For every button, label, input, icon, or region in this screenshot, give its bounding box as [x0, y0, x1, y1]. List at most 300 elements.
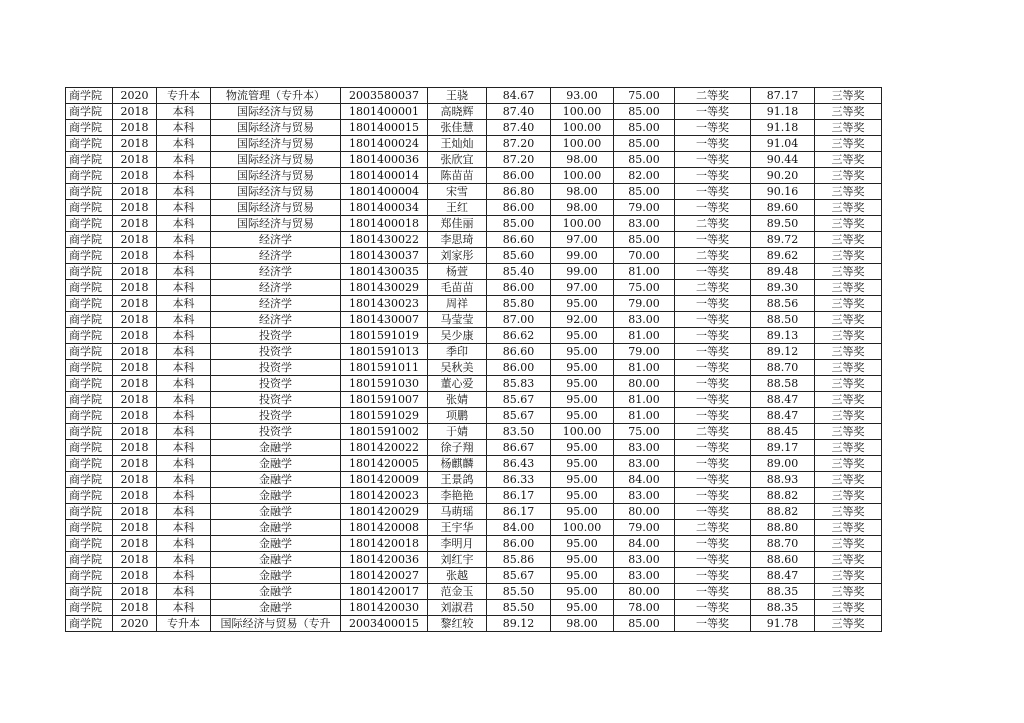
- college-cell: 商学院: [66, 600, 113, 616]
- score-3-cell: 79.00: [614, 520, 675, 536]
- total-score-cell: 88.45: [751, 424, 815, 440]
- major-cell: 经济学: [211, 232, 341, 248]
- year-cell: 2018: [113, 264, 157, 280]
- score-1-cell: 85.60: [487, 248, 551, 264]
- scholarship-cell: 三等奖: [815, 408, 882, 424]
- year-cell: 2018: [113, 440, 157, 456]
- scholarship-cell: 三等奖: [815, 376, 882, 392]
- level-cell: 本科: [157, 328, 211, 344]
- scholarship-cell: 三等奖: [815, 296, 882, 312]
- level-cell: 本科: [157, 504, 211, 520]
- score-1-cell: 85.50: [487, 600, 551, 616]
- award-level-cell: 一等奖: [675, 504, 751, 520]
- score-1-cell: 86.17: [487, 504, 551, 520]
- score-3-cell: 78.00: [614, 600, 675, 616]
- total-score-cell: 89.00: [751, 456, 815, 472]
- level-cell: 本科: [157, 568, 211, 584]
- award-level-cell: 一等奖: [675, 536, 751, 552]
- table-row: [66, 488, 882, 504]
- score-2-cell: 95.00: [551, 408, 614, 424]
- college-cell: 商学院: [66, 456, 113, 472]
- award-level-cell: 一等奖: [675, 360, 751, 376]
- table-row: [66, 328, 882, 344]
- total-score-cell: 89.30: [751, 280, 815, 296]
- score-1-cell: 85.00: [487, 216, 551, 232]
- score-1-cell: 84.00: [487, 520, 551, 536]
- college-cell: 商学院: [66, 168, 113, 184]
- total-score-cell: 91.78: [751, 616, 815, 632]
- year-cell: 2018: [113, 392, 157, 408]
- table-row: [66, 392, 882, 408]
- college-cell: 商学院: [66, 584, 113, 600]
- major-cell: 金融学: [211, 536, 341, 552]
- major-cell: 国际经济与贸易: [211, 152, 341, 168]
- award-level-cell: 一等奖: [675, 232, 751, 248]
- major-cell: 金融学: [211, 440, 341, 456]
- scholarship-cell: 三等奖: [815, 424, 882, 440]
- year-cell: 2018: [113, 536, 157, 552]
- award-level-cell: 一等奖: [675, 104, 751, 120]
- year-cell: 2018: [113, 248, 157, 264]
- table-row: [66, 312, 882, 328]
- year-cell: 2018: [113, 552, 157, 568]
- scholarship-cell: 三等奖: [815, 264, 882, 280]
- table-row: [66, 296, 882, 312]
- score-3-cell: 83.00: [614, 568, 675, 584]
- major-cell: 国际经济与贸易（专升: [211, 616, 341, 632]
- total-score-cell: 88.70: [751, 536, 815, 552]
- table-row: [66, 232, 882, 248]
- total-score-cell: 89.72: [751, 232, 815, 248]
- table-row: [66, 344, 882, 360]
- table-row: [66, 584, 882, 600]
- college-cell: 商学院: [66, 88, 113, 104]
- year-cell: 2018: [113, 488, 157, 504]
- award-level-cell: 一等奖: [675, 344, 751, 360]
- scholarship-cell: 三等奖: [815, 104, 882, 120]
- score-2-cell: 100.00: [551, 104, 614, 120]
- score-2-cell: 95.00: [551, 504, 614, 520]
- score-3-cell: 81.00: [614, 328, 675, 344]
- award-level-cell: 一等奖: [675, 552, 751, 568]
- student-id-cell: 1801591029: [341, 408, 428, 424]
- college-cell: 商学院: [66, 392, 113, 408]
- year-cell: 2018: [113, 232, 157, 248]
- year-cell: 2018: [113, 296, 157, 312]
- score-2-cell: 95.00: [551, 488, 614, 504]
- award-level-cell: 一等奖: [675, 184, 751, 200]
- scholarship-cell: 三等奖: [815, 600, 882, 616]
- total-score-cell: 88.80: [751, 520, 815, 536]
- major-cell: 金融学: [211, 568, 341, 584]
- score-2-cell: 95.00: [551, 360, 614, 376]
- college-cell: 商学院: [66, 264, 113, 280]
- year-cell: 2018: [113, 456, 157, 472]
- score-3-cell: 81.00: [614, 408, 675, 424]
- total-score-cell: 87.17: [751, 88, 815, 104]
- name-cell: 季印: [428, 344, 487, 360]
- score-1-cell: 85.80: [487, 296, 551, 312]
- student-id-cell: 1801591019: [341, 328, 428, 344]
- major-cell: 国际经济与贸易: [211, 200, 341, 216]
- year-cell: 2018: [113, 376, 157, 392]
- score-3-cell: 75.00: [614, 424, 675, 440]
- major-cell: 投资学: [211, 344, 341, 360]
- name-cell: 高晓辉: [428, 104, 487, 120]
- score-1-cell: 83.50: [487, 424, 551, 440]
- college-cell: 商学院: [66, 200, 113, 216]
- level-cell: 本科: [157, 344, 211, 360]
- score-2-cell: 99.00: [551, 248, 614, 264]
- scholarship-cell: 三等奖: [815, 488, 882, 504]
- scholarship-cell: 三等奖: [815, 120, 882, 136]
- student-id-cell: 1801420029: [341, 504, 428, 520]
- major-cell: 国际经济与贸易: [211, 168, 341, 184]
- college-cell: 商学院: [66, 616, 113, 632]
- college-cell: 商学院: [66, 472, 113, 488]
- score-3-cell: 83.00: [614, 216, 675, 232]
- score-3-cell: 85.00: [614, 184, 675, 200]
- score-3-cell: 84.00: [614, 472, 675, 488]
- year-cell: 2018: [113, 312, 157, 328]
- table-row: [66, 600, 882, 616]
- level-cell: 本科: [157, 472, 211, 488]
- level-cell: 本科: [157, 168, 211, 184]
- score-3-cell: 82.00: [614, 168, 675, 184]
- level-cell: 本科: [157, 104, 211, 120]
- name-cell: 马萌瑶: [428, 504, 487, 520]
- score-3-cell: 85.00: [614, 152, 675, 168]
- year-cell: 2018: [113, 584, 157, 600]
- scholarship-cell: 三等奖: [815, 232, 882, 248]
- college-cell: 商学院: [66, 280, 113, 296]
- total-score-cell: 88.82: [751, 488, 815, 504]
- scholarship-cell: 三等奖: [815, 360, 882, 376]
- year-cell: 2018: [113, 216, 157, 232]
- name-cell: 马莹莹: [428, 312, 487, 328]
- score-2-cell: 95.00: [551, 536, 614, 552]
- level-cell: 本科: [157, 184, 211, 200]
- major-cell: 经济学: [211, 312, 341, 328]
- score-2-cell: 95.00: [551, 584, 614, 600]
- student-id-cell: 1801430007: [341, 312, 428, 328]
- student-id-cell: 1801591030: [341, 376, 428, 392]
- year-cell: 2020: [113, 616, 157, 632]
- score-3-cell: 84.00: [614, 536, 675, 552]
- major-cell: 国际经济与贸易: [211, 136, 341, 152]
- major-cell: 投资学: [211, 376, 341, 392]
- score-3-cell: 85.00: [614, 104, 675, 120]
- major-cell: 金融学: [211, 600, 341, 616]
- name-cell: 王景鸽: [428, 472, 487, 488]
- score-2-cell: 98.00: [551, 184, 614, 200]
- award-level-cell: 一等奖: [675, 472, 751, 488]
- major-cell: 经济学: [211, 264, 341, 280]
- year-cell: 2018: [113, 184, 157, 200]
- scholarship-cell: 三等奖: [815, 552, 882, 568]
- student-id-cell: 1801420009: [341, 472, 428, 488]
- college-cell: 商学院: [66, 152, 113, 168]
- scholarship-cell: 三等奖: [815, 168, 882, 184]
- name-cell: 杨麒麟: [428, 456, 487, 472]
- level-cell: 本科: [157, 312, 211, 328]
- score-1-cell: 87.20: [487, 136, 551, 152]
- table-row: [66, 88, 882, 104]
- year-cell: 2018: [113, 328, 157, 344]
- scholarship-cell: 三等奖: [815, 280, 882, 296]
- year-cell: 2018: [113, 280, 157, 296]
- score-3-cell: 85.00: [614, 120, 675, 136]
- score-1-cell: 86.60: [487, 344, 551, 360]
- total-score-cell: 88.93: [751, 472, 815, 488]
- scholarship-cell: 三等奖: [815, 248, 882, 264]
- level-cell: 本科: [157, 552, 211, 568]
- score-3-cell: 75.00: [614, 88, 675, 104]
- major-cell: 国际经济与贸易: [211, 104, 341, 120]
- student-id-cell: 1801430037: [341, 248, 428, 264]
- major-cell: 金融学: [211, 520, 341, 536]
- score-2-cell: 95.00: [551, 568, 614, 584]
- score-1-cell: 85.67: [487, 408, 551, 424]
- award-level-cell: 一等奖: [675, 328, 751, 344]
- total-score-cell: 89.62: [751, 248, 815, 264]
- level-cell: 本科: [157, 152, 211, 168]
- college-cell: 商学院: [66, 536, 113, 552]
- level-cell: 本科: [157, 360, 211, 376]
- year-cell: 2018: [113, 136, 157, 152]
- scholarship-cell: 三等奖: [815, 200, 882, 216]
- award-list-sheet: [65, 87, 882, 632]
- student-id-cell: 1801400015: [341, 120, 428, 136]
- student-id-cell: 1801430023: [341, 296, 428, 312]
- student-id-cell: 1801420030: [341, 600, 428, 616]
- score-3-cell: 81.00: [614, 264, 675, 280]
- total-score-cell: 89.13: [751, 328, 815, 344]
- level-cell: 本科: [157, 120, 211, 136]
- total-score-cell: 88.60: [751, 552, 815, 568]
- total-score-cell: 90.16: [751, 184, 815, 200]
- level-cell: 本科: [157, 456, 211, 472]
- score-1-cell: 86.17: [487, 488, 551, 504]
- award-level-cell: 二等奖: [675, 424, 751, 440]
- student-id-cell: 1801400004: [341, 184, 428, 200]
- score-2-cell: 100.00: [551, 168, 614, 184]
- score-2-cell: 98.00: [551, 200, 614, 216]
- major-cell: 国际经济与贸易: [211, 120, 341, 136]
- major-cell: 投资学: [211, 424, 341, 440]
- student-id-cell: 1801400001: [341, 104, 428, 120]
- college-cell: 商学院: [66, 136, 113, 152]
- year-cell: 2018: [113, 200, 157, 216]
- total-score-cell: 88.47: [751, 568, 815, 584]
- table-row: [66, 168, 882, 184]
- college-cell: 商学院: [66, 440, 113, 456]
- score-2-cell: 95.00: [551, 552, 614, 568]
- level-cell: 本科: [157, 584, 211, 600]
- table-row: [66, 504, 882, 520]
- student-id-cell: 1801400024: [341, 136, 428, 152]
- scholarship-cell: 三等奖: [815, 472, 882, 488]
- table-row: [66, 552, 882, 568]
- scholarship-cell: 三等奖: [815, 216, 882, 232]
- name-cell: 李明月: [428, 536, 487, 552]
- award-level-cell: 一等奖: [675, 152, 751, 168]
- award-level-cell: 一等奖: [675, 600, 751, 616]
- total-score-cell: 88.47: [751, 392, 815, 408]
- table-row: [66, 120, 882, 136]
- level-cell: 本科: [157, 296, 211, 312]
- student-id-cell: 1801420022: [341, 440, 428, 456]
- score-2-cell: 95.00: [551, 456, 614, 472]
- name-cell: 杨萱: [428, 264, 487, 280]
- level-cell: 本科: [157, 136, 211, 152]
- student-id-cell: 1801420027: [341, 568, 428, 584]
- name-cell: 郑佳丽: [428, 216, 487, 232]
- college-cell: 商学院: [66, 568, 113, 584]
- total-score-cell: 91.18: [751, 120, 815, 136]
- major-cell: 经济学: [211, 280, 341, 296]
- score-3-cell: 85.00: [614, 232, 675, 248]
- total-score-cell: 91.04: [751, 136, 815, 152]
- score-3-cell: 79.00: [614, 344, 675, 360]
- table-row: [66, 216, 882, 232]
- award-level-cell: 一等奖: [675, 168, 751, 184]
- score-2-cell: 95.00: [551, 472, 614, 488]
- table-row: [66, 360, 882, 376]
- score-1-cell: 86.00: [487, 280, 551, 296]
- level-cell: 本科: [157, 248, 211, 264]
- score-1-cell: 85.86: [487, 552, 551, 568]
- score-1-cell: 87.00: [487, 312, 551, 328]
- scholarship-cell: 三等奖: [815, 392, 882, 408]
- total-score-cell: 88.35: [751, 600, 815, 616]
- score-3-cell: 83.00: [614, 312, 675, 328]
- score-3-cell: 83.00: [614, 456, 675, 472]
- level-cell: 本科: [157, 200, 211, 216]
- award-level-cell: 二等奖: [675, 520, 751, 536]
- college-cell: 商学院: [66, 408, 113, 424]
- college-cell: 商学院: [66, 344, 113, 360]
- score-3-cell: 85.00: [614, 136, 675, 152]
- award-level-cell: 一等奖: [675, 440, 751, 456]
- major-cell: 金融学: [211, 472, 341, 488]
- score-2-cell: 95.00: [551, 344, 614, 360]
- award-level-cell: 一等奖: [675, 264, 751, 280]
- student-id-cell: 1801420036: [341, 552, 428, 568]
- student-id-cell: 2003580037: [341, 88, 428, 104]
- table-row: [66, 184, 882, 200]
- score-1-cell: 84.67: [487, 88, 551, 104]
- score-3-cell: 85.00: [614, 616, 675, 632]
- college-cell: 商学院: [66, 520, 113, 536]
- total-score-cell: 88.47: [751, 408, 815, 424]
- year-cell: 2018: [113, 104, 157, 120]
- scholarship-cell: 三等奖: [815, 520, 882, 536]
- score-2-cell: 97.00: [551, 280, 614, 296]
- score-1-cell: 86.00: [487, 536, 551, 552]
- award-level-cell: 二等奖: [675, 248, 751, 264]
- table-row: [66, 104, 882, 120]
- table-row: [66, 136, 882, 152]
- year-cell: 2018: [113, 424, 157, 440]
- year-cell: 2018: [113, 600, 157, 616]
- score-3-cell: 83.00: [614, 440, 675, 456]
- student-id-cell: 1801591002: [341, 424, 428, 440]
- scholarship-cell: 三等奖: [815, 88, 882, 104]
- name-cell: 张佳慧: [428, 120, 487, 136]
- award-level-cell: 二等奖: [675, 280, 751, 296]
- score-1-cell: 86.60: [487, 232, 551, 248]
- name-cell: 刘淑君: [428, 600, 487, 616]
- total-score-cell: 89.50: [751, 216, 815, 232]
- table-row: [66, 376, 882, 392]
- name-cell: 张欣宜: [428, 152, 487, 168]
- year-cell: 2018: [113, 504, 157, 520]
- student-id-cell: 1801420023: [341, 488, 428, 504]
- total-score-cell: 89.17: [751, 440, 815, 456]
- student-id-cell: 1801430022: [341, 232, 428, 248]
- college-cell: 商学院: [66, 376, 113, 392]
- major-cell: 投资学: [211, 360, 341, 376]
- level-cell: 本科: [157, 424, 211, 440]
- name-cell: 李思琦: [428, 232, 487, 248]
- major-cell: 金融学: [211, 488, 341, 504]
- score-3-cell: 79.00: [614, 200, 675, 216]
- scholarship-cell: 三等奖: [815, 504, 882, 520]
- table-row: [66, 152, 882, 168]
- award-level-cell: 二等奖: [675, 88, 751, 104]
- score-3-cell: 81.00: [614, 392, 675, 408]
- student-id-cell: 1801420018: [341, 536, 428, 552]
- scholarship-cell: 三等奖: [815, 584, 882, 600]
- scholarship-cell: 三等奖: [815, 184, 882, 200]
- level-cell: 本科: [157, 520, 211, 536]
- level-cell: 本科: [157, 440, 211, 456]
- score-2-cell: 100.00: [551, 216, 614, 232]
- award-level-cell: 一等奖: [675, 376, 751, 392]
- score-2-cell: 99.00: [551, 264, 614, 280]
- score-1-cell: 85.40: [487, 264, 551, 280]
- name-cell: 王骁: [428, 88, 487, 104]
- total-score-cell: 89.60: [751, 200, 815, 216]
- score-1-cell: 86.00: [487, 200, 551, 216]
- year-cell: 2018: [113, 408, 157, 424]
- college-cell: 商学院: [66, 424, 113, 440]
- total-score-cell: 88.58: [751, 376, 815, 392]
- score-2-cell: 100.00: [551, 520, 614, 536]
- award-level-cell: 一等奖: [675, 200, 751, 216]
- name-cell: 刘红宇: [428, 552, 487, 568]
- score-2-cell: 100.00: [551, 120, 614, 136]
- score-1-cell: 85.50: [487, 584, 551, 600]
- table-row: [66, 408, 882, 424]
- score-3-cell: 83.00: [614, 488, 675, 504]
- scholarship-cell: 三等奖: [815, 536, 882, 552]
- award-level-cell: 一等奖: [675, 488, 751, 504]
- student-id-cell: 1801400018: [341, 216, 428, 232]
- level-cell: 专升本: [157, 616, 211, 632]
- level-cell: 本科: [157, 536, 211, 552]
- student-id-cell: 1801591011: [341, 360, 428, 376]
- table-row: [66, 472, 882, 488]
- college-cell: 商学院: [66, 184, 113, 200]
- table-body: [66, 88, 882, 632]
- total-score-cell: 88.35: [751, 584, 815, 600]
- score-2-cell: 95.00: [551, 392, 614, 408]
- scholarship-cell: 三等奖: [815, 568, 882, 584]
- student-id-cell: 1801591013: [341, 344, 428, 360]
- award-level-cell: 一等奖: [675, 312, 751, 328]
